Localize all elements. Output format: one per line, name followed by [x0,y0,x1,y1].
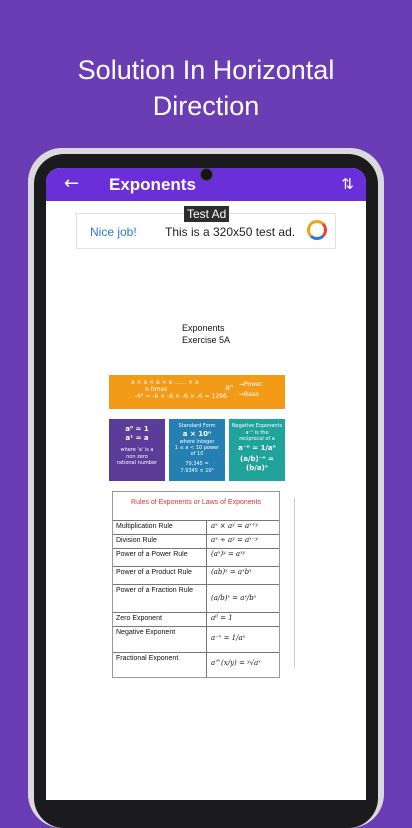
promo-line-1: Solution In Horizontal [77,55,335,85]
rule-formula: aˣ ÷ aʸ = aˣ⁻ʸ [211,536,258,544]
exercise-title-line-1: Exponents [182,323,225,333]
rule-name: Power of a Fraction Rule [116,587,194,594]
rules-title: Rules of Exponents or Laws of Exponents [131,499,261,506]
power-label: →Power [239,381,263,388]
rules-table [112,491,280,678]
rule-name: Negative Exponent [116,629,176,636]
rule-formula: aˣ × aʸ = aˣ⁺ʸ [211,522,258,530]
ad-logo-icon [307,220,327,240]
table-row [113,612,279,627]
base-label: →Base [239,391,259,398]
arrow-left-icon[interactable]: ← [64,173,80,194]
table-row [113,584,279,613]
rule-name: Fractional Exponent [116,655,179,662]
rule-formula: (ab)ˣ = aˣbˣ [211,568,252,576]
card-3-small-3: (a/b)⁻ⁿ = (b/a)ⁿ [240,455,274,472]
exercise-title [182,322,230,346]
card-1-big-1: a⁰ = 1 [125,425,149,433]
divider [294,498,295,668]
rule-formula: a⁰ = 1 [211,614,233,622]
ad-text: This is a 320x50 test ad. [165,225,296,239]
promo-line-2: Direction [152,91,260,121]
card-2-big-1: Standard Form [178,423,216,429]
table-row [113,548,279,567]
ad-banner[interactable] [76,207,336,249]
card-3-small-1: reciprocal of a [239,436,275,442]
page-title: Exponents [109,175,196,194]
orange-line-3: -6⁴ = -6 × -6 × -6 × -6 = 1296 [135,393,227,400]
card-3-big-2: a⁻ⁿ is the [245,430,269,436]
card-1-small-2: non zero [126,454,148,460]
negative-exponents-card [229,419,285,481]
ad-label: Test Ad [184,206,229,222]
rule-name: Zero Exponent [116,615,162,622]
rule-name: Power of a Power Rule [116,551,188,558]
orange-line-2: n times [145,386,168,393]
table-row [113,534,279,549]
orange-line-1: a × a × a × a …… × a [131,379,199,386]
power-expression: aⁿ [225,383,234,392]
rule-name: Division Rule [116,537,157,544]
card-1-big-2: a¹ = a [125,434,149,442]
rule-formula: (aˣ)ʸ = aˣʸ [211,550,246,558]
card-2-big-2: a × 10ⁿ [182,430,212,438]
card-2-small-4: 79,345 = [185,461,209,467]
table-row [113,626,279,653]
exponent-cards [109,419,285,481]
rule-name: Multiplication Rule [116,523,173,530]
card-2-small-3: of 10 [190,451,204,457]
app-screen [46,168,366,800]
card-3-small-2: a⁻ⁿ = 1/aⁿ [238,444,276,452]
table-row [113,520,279,535]
rule-formula: a⁻ˣ = 1/aˣ [211,634,246,642]
card-2-small-5: 7.9345 × 10⁴ [180,468,214,474]
camera-icon [200,168,213,181]
card-2-small-1: where integer [179,439,215,445]
rule-formula: a^(x/y) = ʸ√aˣ [211,659,261,667]
promo-heading [0,52,412,124]
card-1-small-3: rational number [116,460,158,466]
card-2-small-2: 1 ≤ a < 10 power [174,445,220,451]
exponent-definition-card [109,375,285,409]
exercise-title-line-2: Exercise 5A [182,335,231,345]
standard-form-card [169,419,225,481]
swap-vertical-icon[interactable]: ⇅ [341,175,354,193]
card-1-small-1: where 'a' is a [120,447,154,453]
rule-formula: (a/b)ˣ = aˣ/bˣ [211,594,257,602]
ad-nice-text: Nice job! [90,225,137,239]
card-3-big-1: Negative Exponents [231,423,283,429]
table-row [113,566,279,585]
zero-exponent-card [109,419,165,481]
rule-name: Power of a Product Rule [116,569,192,576]
table-row [113,652,279,677]
